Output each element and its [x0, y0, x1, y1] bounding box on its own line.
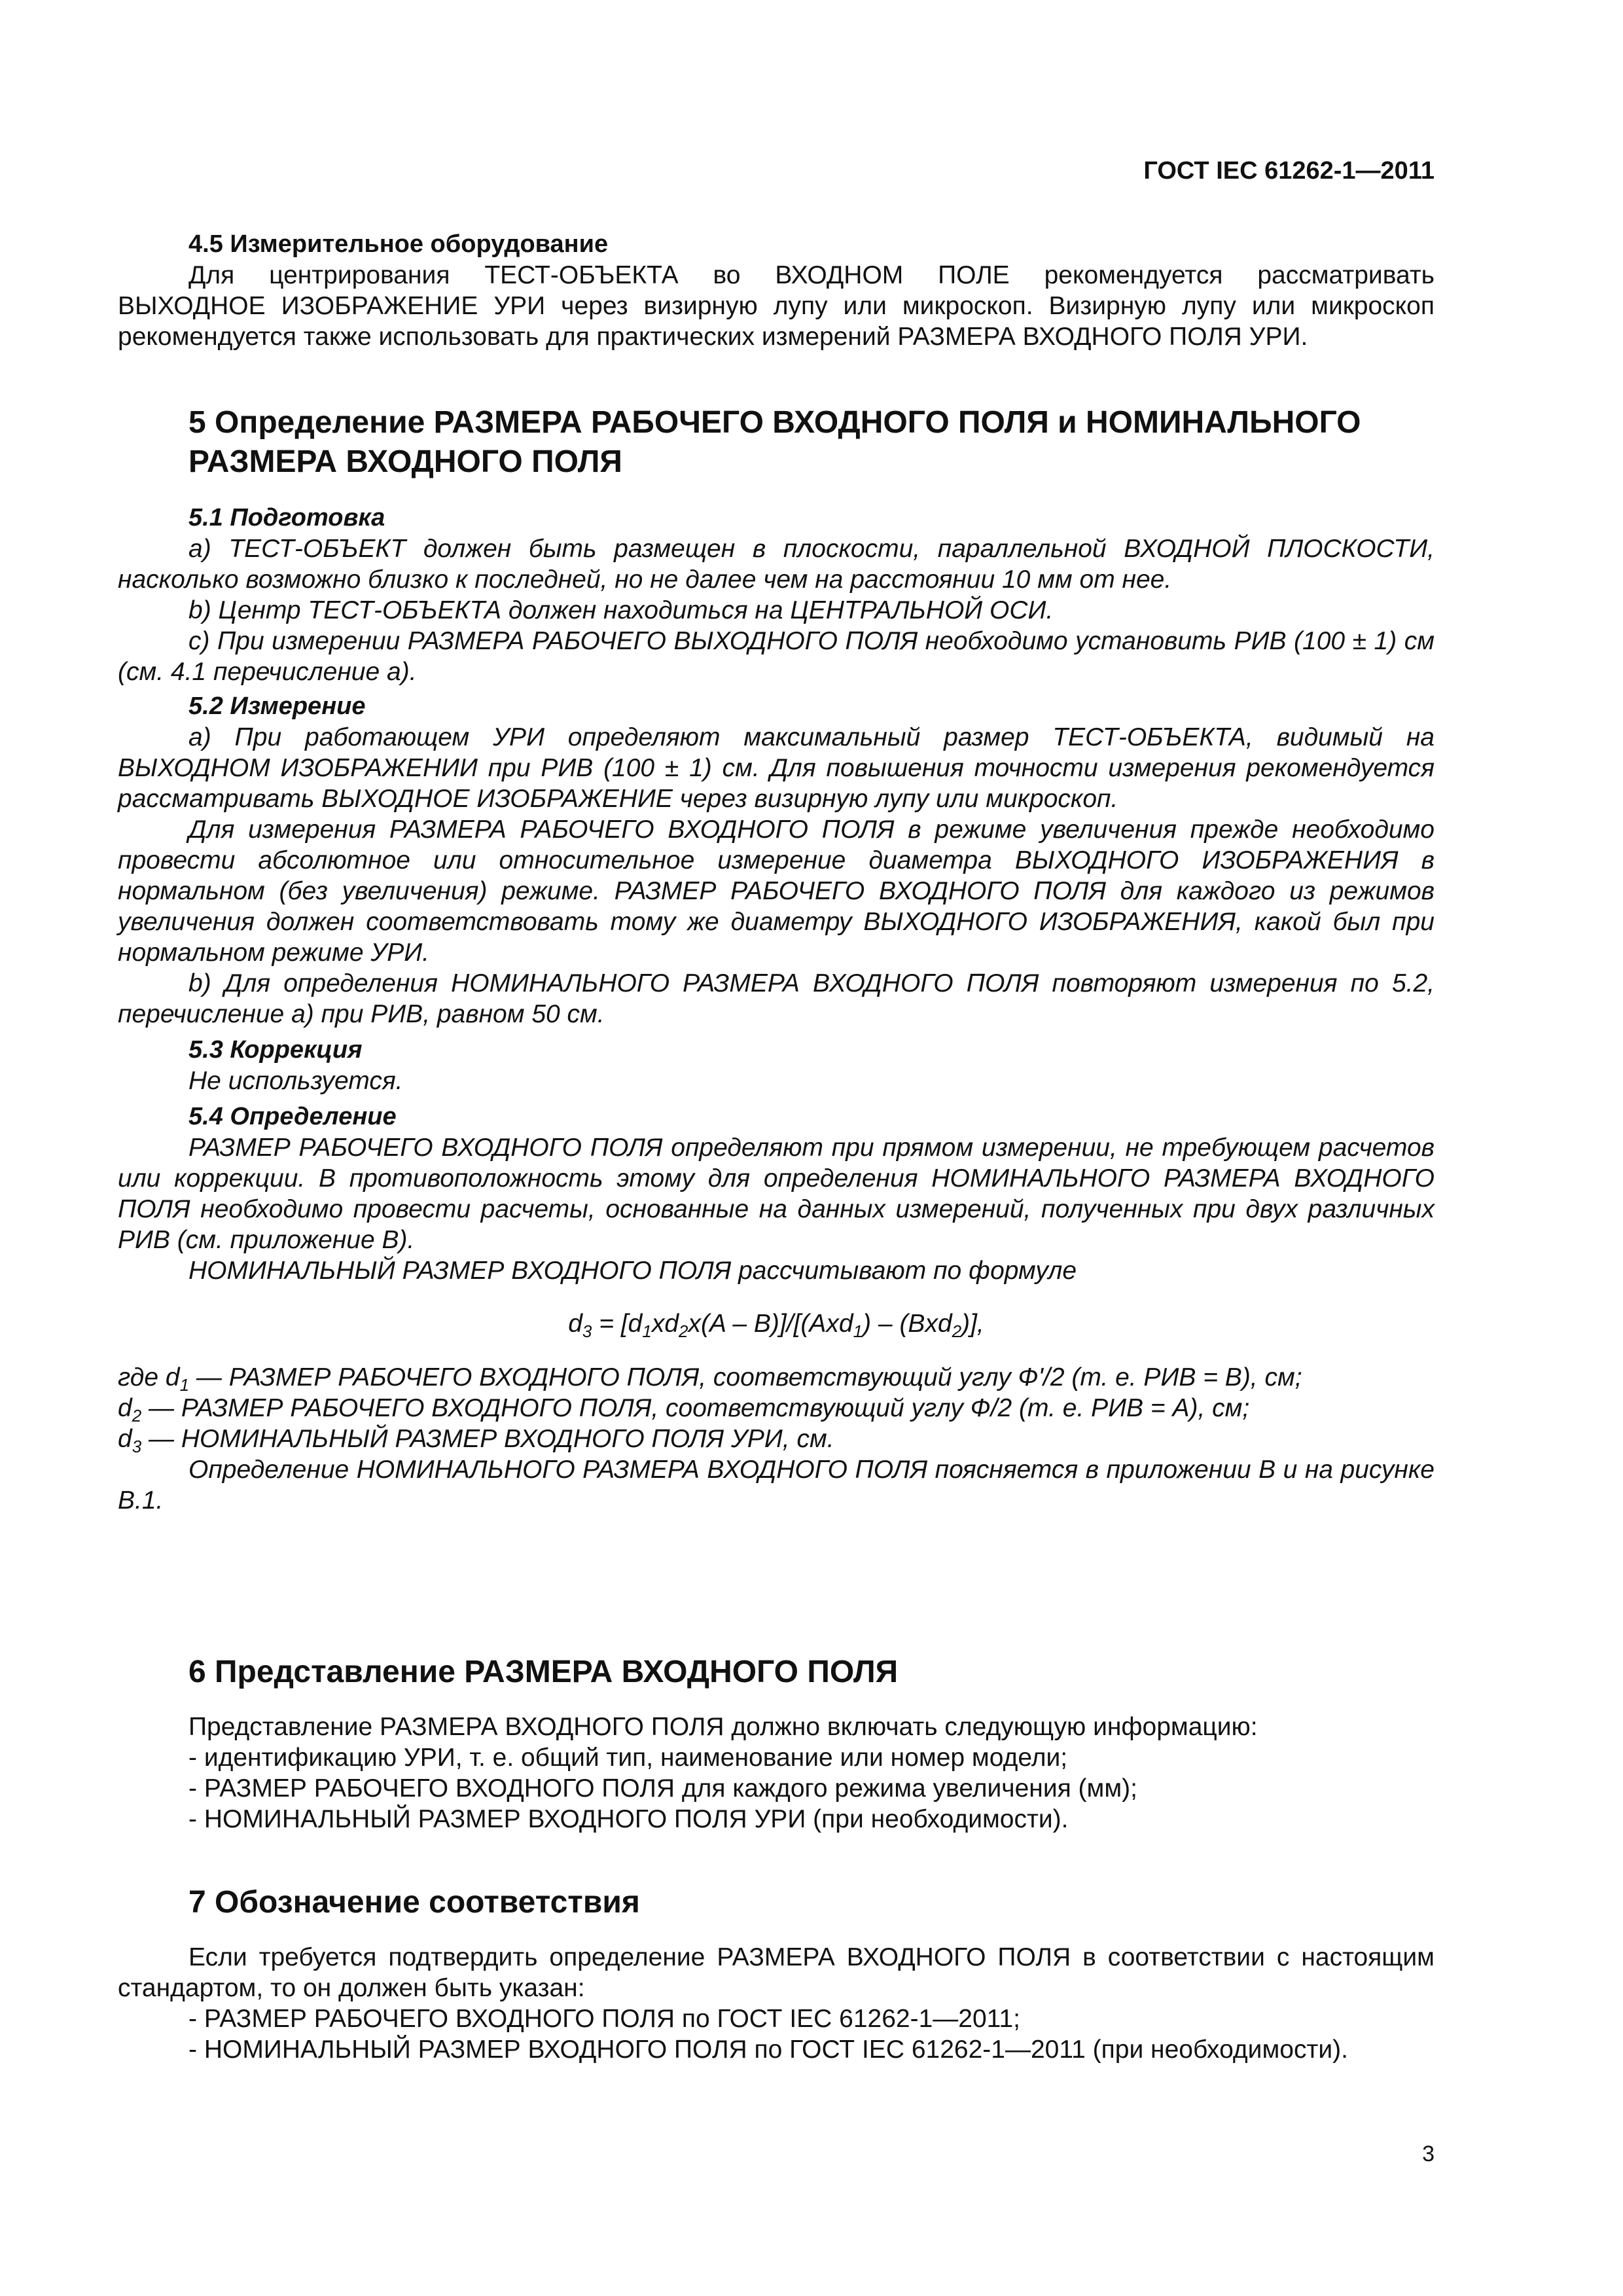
subsection-title: 5.2 Измерение	[188, 692, 366, 720]
paragraph: Для измерения РАЗМЕРА РАБОЧЕГО ВХОДНОГО ПОЛЯ в режиме увеличения прежде необходимо провести абсолютное или относительное измерение диаметра ВЫХОДНОГО ИЗОБРАЖЕНИЯ в нормальном (без увеличения) режиме. РАЗМЕР РАБОЧЕГО ВХОДНОГО ПОЛЯ для каждого из режимов увеличения должен соответствовать тому же диаметру ВЫХОДНОГО ИЗОБРАЖЕНИЯ, какой был при нормальном режиме УРИ.	[118, 816, 1435, 967]
list-item: b) Центр ТЕСТ-ОБЪЕКТА должен находиться на ЦЕНТРАЛЬНОЙ ОСИ.	[188, 596, 1054, 624]
list-item: - РАЗМЕР РАБОЧЕГО ВХОДНОГО ПОЛЯ для каждого режима увеличения (мм);	[188, 1774, 1137, 1803]
list-item: a) ТЕСТ-ОБЪЕКТ должен быть размещен в плоскости, параллельной ВХОДНОЙ ПЛОСКОСТИ, насколько возможно близко к последней, но не далее чем на расстоянии 10 мм от нее.	[118, 535, 1435, 594]
section-title: 4.5 Измерительное оборудование	[188, 230, 609, 258]
formula: $d_3 = [d_1xd_2x(A - B)]/[(Axd_1) - (Bxd_2)]$,	[568, 1310, 984, 1341]
paragraph: Определение НОМИНАЛЬНОГО РАЗМЕРА ВХОДНОГО ПОЛЯ поясняется в приложении В и на рисунке В.1.	[118, 1456, 1435, 1515]
paragraph: Для центрирования ТЕСТ-ОБЪЕКТА во ВХОДНОМ ПОЛЕ рекомендуется рассматривать	[188, 261, 1435, 289]
paragraph: Если требуется подтвердить определение РАЗМЕРА ВХОДНОГО ПОЛЯ в соответствии с настоящим стандартом, то он должен быть указан:	[118, 1943, 1435, 2002]
paragraph: РАЗМЕР РАБОЧЕГО ВХОДНОГО ПОЛЯ определяют при прямом измерении, не требующем расчетов или коррекции. В противоположность этому для определения НОМИНАЛЬНОГО РАЗМЕРА ВХОДНОГО ПОЛЯ необходимо провести расчеты, основанные на данных измерений, полученных при двух различных РИВ (см. приложение В).	[118, 1134, 1435, 1254]
subsection-title: 5.4 Определение	[188, 1103, 397, 1130]
section-5-body	[118, 503, 1435, 1516]
where-line: $d_3$ — НОМИНАЛЬНЫЙ РАЗМЕР ВХОДНОГО ПОЛЯ УРИ, см.	[118, 1425, 834, 1456]
subsection-title: 5.1 Подготовка	[188, 504, 385, 531]
section-5	[118, 403, 1435, 482]
paragraph: НОМИНАЛЬНЫЙ РАЗМЕР ВХОДНОГО ПОЛЯ рассчитывают по формуле	[188, 1257, 1077, 1285]
section-heading: 6 Представление РАЗМЕРА ВХОДНОГО ПОЛЯ	[188, 1655, 899, 1689]
list-item: - РАЗМЕР РАБОЧЕГО ВХОДНОГО ПОЛЯ по ГОСТ IEC 61262-1—2011;	[188, 2005, 1021, 2033]
subsection-title: 5.3 Коррекция	[188, 1036, 363, 1064]
section-heading: 7 Обозначение соответствия	[188, 1885, 640, 1920]
list-item: c) При измерении РАЗМЕРА РАБОЧЕГО ВЫХОДНОГО ПОЛЯ необходимо установить РИВ (100 ± 1) см (см. 4.1 перечисление а).	[118, 627, 1435, 686]
where-line: где $d_1$ — РАЗМЕР РАБОЧЕГО ВХОДНОГО ПОЛЯ, соответствующий углу Ф'/2 (т. е. РИВ = В), см;	[118, 1363, 1302, 1395]
page-number: 3	[1422, 2142, 1435, 2166]
where-line: $d_2$ — РАЗМЕР РАБОЧЕГО ВХОДНОГО ПОЛЯ, соответствующий углу Ф/2 (т. е. РИВ = А), см;	[118, 1394, 1250, 1426]
section-heading: РАЗМЕРА ВХОДНОГО ПОЛЯ	[188, 444, 622, 479]
list-item: - НОМИНАЛЬНЫЙ РАЗМЕР ВХОДНОГО ПОЛЯ УРИ (при необходимости).	[188, 1805, 1069, 1833]
paragraph: ВЫХОДНОЕ ИЗОБРАЖЕНИЕ УРИ через визирную лупу или микроскоп. Визирную лупу или микроскоп рекомендуется также использовать для практических измерений РАЗМЕРА ВХОДНОГО ПОЛЯ УРИ.	[118, 292, 1435, 351]
paragraph: Не используется.	[188, 1067, 403, 1095]
document-header: ГОСТ IEC 61262-1—2011	[1143, 157, 1435, 185]
section-6	[118, 1653, 1435, 1835]
list-item: - НОМИНАЛЬНЫЙ РАЗМЕР ВХОДНОГО ПОЛЯ по ГОСТ IEC 61262-1—2011 (при необходимости).	[188, 2036, 1348, 2064]
paragraph: Представление РАЗМЕРА ВХОДНОГО ПОЛЯ должно включать следующую информацию:	[188, 1713, 1258, 1741]
section-7	[118, 1883, 1435, 2065]
section-heading: 5 Определение РАЗМЕРА РАБОЧЕГО ВХОДНОГО ПОЛЯ и НОМИНАЛЬНОГО	[188, 405, 1361, 440]
list-item: b) Для определения НОМИНАЛЬНОГО РАЗМЕРА ВХОДНОГО ПОЛЯ повторяют измерения по 5.2, перечисление а) при РИВ, равном 50 см.	[118, 969, 1435, 1028]
section-4-5	[118, 229, 1435, 352]
list-item: a) При работающем УРИ определяют максимальный размер ТЕСТ-ОБЪЕКТА, видимый на ВЫХОДНОМ ИЗОБРАЖЕНИИ при РИВ (100 ± 1) см. Для повышения точности измерения рекомендуется рассматривать ВЫХОДНОЕ ИЗОБРАЖЕНИЕ через визирную лупу или микроскоп.	[118, 723, 1435, 813]
list-item: - идентификацию УРИ, т. е. общий тип, наименование или номер модели;	[188, 1744, 1068, 1772]
